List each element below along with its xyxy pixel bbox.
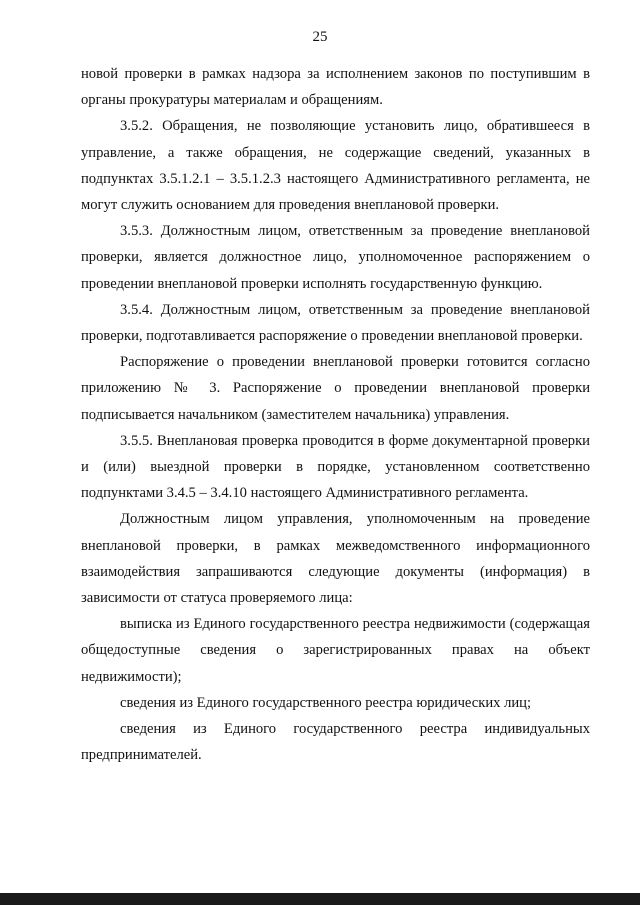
- document-body: [81, 61, 590, 768]
- scan-bottom-edge: [0, 893, 640, 905]
- paragraph-3-5-5: 3.5.5. Внеплановая проверка проводится в форме документарной проверки и (или) выездной проверки в порядке, установленном соответственно подпунктами 3.4.5 – 3.4.10 настоящего Административного регламента.: [81, 432, 590, 502]
- paragraph-3-5-4: 3.5.4. Должностным лицом, ответственным за проведение внеплановой проверки, подготавливается распоряжение о проведении внеплановой проверки.: [81, 301, 590, 345]
- list-item-real-estate-registry: выписка из Единого государственного реестра недвижимости (содержащая общедоступные сведения о зарегистрированных правах на объект недвижимости);: [81, 616, 590, 685]
- page-number: 25: [312, 29, 328, 45]
- list-item-entrepreneurs-registry: сведения из Единого государственного реестра индивидуальных предпринимателей.: [81, 721, 590, 764]
- paragraph-3-5-3: 3.5.3. Должностным лицом, ответственным за проведение внеплановой проверки, является должностное лицо, уполномоченное распоряжением о проведении внеплановой проверки исполнять государственную функцию.: [81, 223, 590, 292]
- paragraph-3-5-2: 3.5.2. Обращения, не позволяющие установить лицо, обратившееся в управление, а также обращения, не содержащие сведений, указанных в подпунктах 3.5.1.2.1 – 3.5.1.2.3 настоящего Административного регламента, не могут служить основанием для проведения внеплановой проверки.: [81, 118, 590, 214]
- paragraph-continuation: новой проверки в рамках надзора за исполнением законов по поступившим в органы прокуратуры материалам и обращениям.: [81, 66, 590, 109]
- paragraph-interagency-request: Должностным лицом управления, уполномоченным на проведение внеплановой проверки, в рамках межведомственного информационного взаимодействия запрашиваются следующие документы (информация) в зависимости от статуса проверяемого лица:: [81, 511, 590, 607]
- paragraph-order-preparation: Распоряжение о проведении внеплановой проверки готовится согласно приложению № 3. Распоряжение о проведении внеплановой проверки подписывается начальником (заместителем начальника) управления.: [81, 354, 590, 423]
- list-item-legal-entities-registry: сведения из Единого государственного реестра юридических лиц;: [120, 694, 532, 711]
